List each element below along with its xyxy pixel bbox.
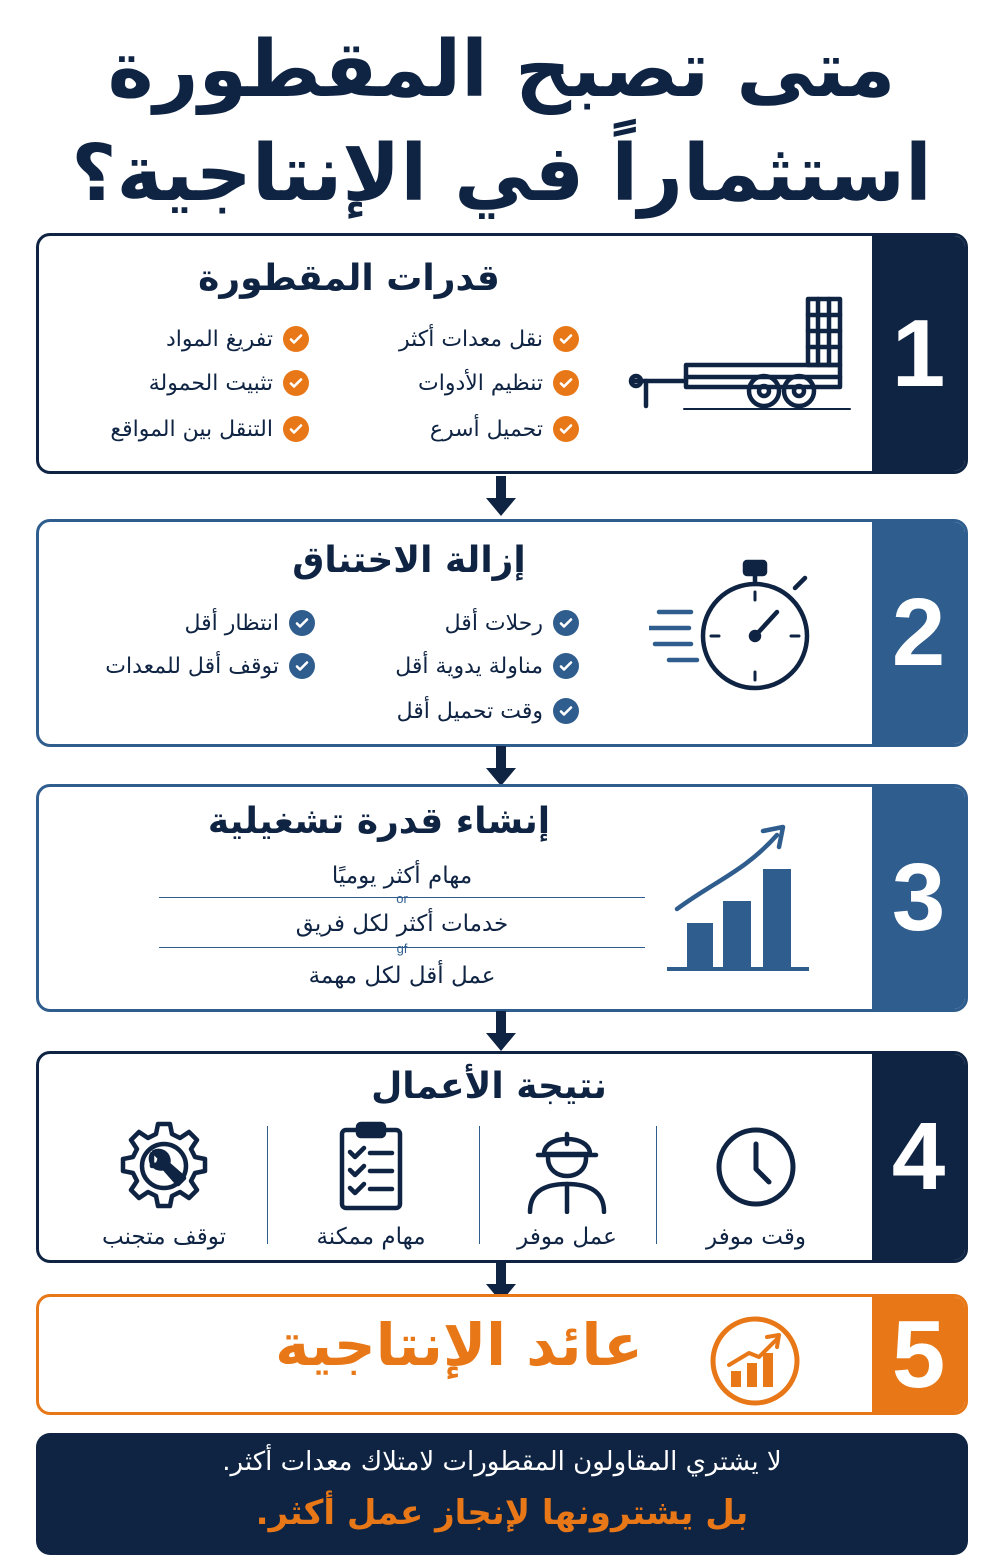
capability-item: نقل معدات أكثر bbox=[399, 326, 579, 352]
footer-line-1: لا يشتري المقاولون المقطورات لامتلاك معدات أكثر. bbox=[222, 1447, 782, 1477]
benefit-item: توقف أقل للمعدات bbox=[105, 653, 315, 679]
capacity-line: مهام أكثر يوميًا bbox=[331, 863, 473, 889]
page-title bbox=[0, 18, 1003, 226]
section-number-2: 2 bbox=[872, 522, 965, 744]
section-3-card bbox=[36, 784, 968, 1012]
clipboard-icon bbox=[326, 1120, 416, 1212]
section-number-4: 4 bbox=[872, 1054, 965, 1260]
section-1-card bbox=[36, 233, 968, 474]
section-1-title: قدرات المقطورة bbox=[198, 258, 500, 299]
separator-label: or bbox=[396, 891, 408, 906]
check-icon bbox=[283, 370, 309, 396]
growth-chart-icon bbox=[665, 821, 815, 975]
check-icon bbox=[289, 653, 315, 679]
trailer-icon bbox=[624, 291, 854, 416]
check-icon bbox=[289, 610, 315, 636]
section-number-1: 1 bbox=[872, 236, 965, 471]
section-5-title: عائد الإنتاجية bbox=[275, 1311, 643, 1379]
gear-wrench-icon bbox=[116, 1118, 212, 1214]
section-3-title: إنشاء قدرة تشغيلية bbox=[207, 801, 551, 842]
stopwatch-icon bbox=[649, 556, 819, 696]
capability-item: تثبيت الحمولة bbox=[149, 370, 309, 396]
check-icon bbox=[553, 326, 579, 352]
section-2-card bbox=[36, 519, 968, 747]
section-4-title: نتيجة الأعمال bbox=[371, 1066, 607, 1107]
divider bbox=[267, 1126, 268, 1244]
check-icon bbox=[553, 370, 579, 396]
section-2-title: إزالة الاختناق bbox=[292, 540, 526, 581]
capacity-line: خدمات أكثر لكل فريق bbox=[295, 911, 509, 937]
benefit-item: وقت تحميل أقل bbox=[397, 698, 579, 724]
title-line-1: متى تصبح المقطورة bbox=[107, 25, 896, 115]
footer-line-2: بل يشترونها لإنجاز عمل أكثر. bbox=[255, 1493, 749, 1533]
section-number-5: 5 bbox=[872, 1297, 965, 1412]
benefit-item: رحلات أقل bbox=[445, 610, 579, 636]
section-4-card: 4 نتيجة الأعمال وقت موفر عمل موفر مهام ممكنة توقف متجنب bbox=[36, 1051, 968, 1263]
capability-item: تنظيم الأدوات bbox=[418, 370, 579, 396]
divider bbox=[479, 1126, 480, 1244]
check-icon bbox=[283, 416, 309, 442]
section-5-card bbox=[36, 1294, 968, 1415]
section-number-3: 3 bbox=[872, 787, 965, 1009]
benefit-item: مناولة يدوية أقل bbox=[395, 653, 579, 679]
productivity-return-icon bbox=[707, 1313, 803, 1409]
check-icon bbox=[553, 610, 579, 636]
capability-item: التنقل بين المواقع bbox=[110, 416, 309, 442]
footer-banner bbox=[36, 1433, 968, 1555]
title-line-2: استثماراً في الإنتاجية؟ bbox=[71, 129, 932, 219]
flow-arrow-icon bbox=[486, 746, 516, 786]
capacity-line: عمل أقل لكل مهمة bbox=[308, 963, 496, 989]
check-icon bbox=[283, 326, 309, 352]
capability-item: تحميل أسرع bbox=[430, 416, 579, 442]
flow-arrow-icon bbox=[486, 476, 516, 516]
check-icon bbox=[553, 653, 579, 679]
check-icon bbox=[553, 698, 579, 724]
benefit-item: انتظار أقل bbox=[184, 610, 315, 636]
flow-arrow-icon bbox=[486, 1011, 516, 1051]
clock-icon bbox=[711, 1122, 801, 1212]
separator-label: gf bbox=[396, 941, 408, 956]
check-icon bbox=[553, 416, 579, 442]
capability-item: تفريغ المواد bbox=[166, 326, 309, 352]
worker-icon bbox=[522, 1122, 612, 1214]
